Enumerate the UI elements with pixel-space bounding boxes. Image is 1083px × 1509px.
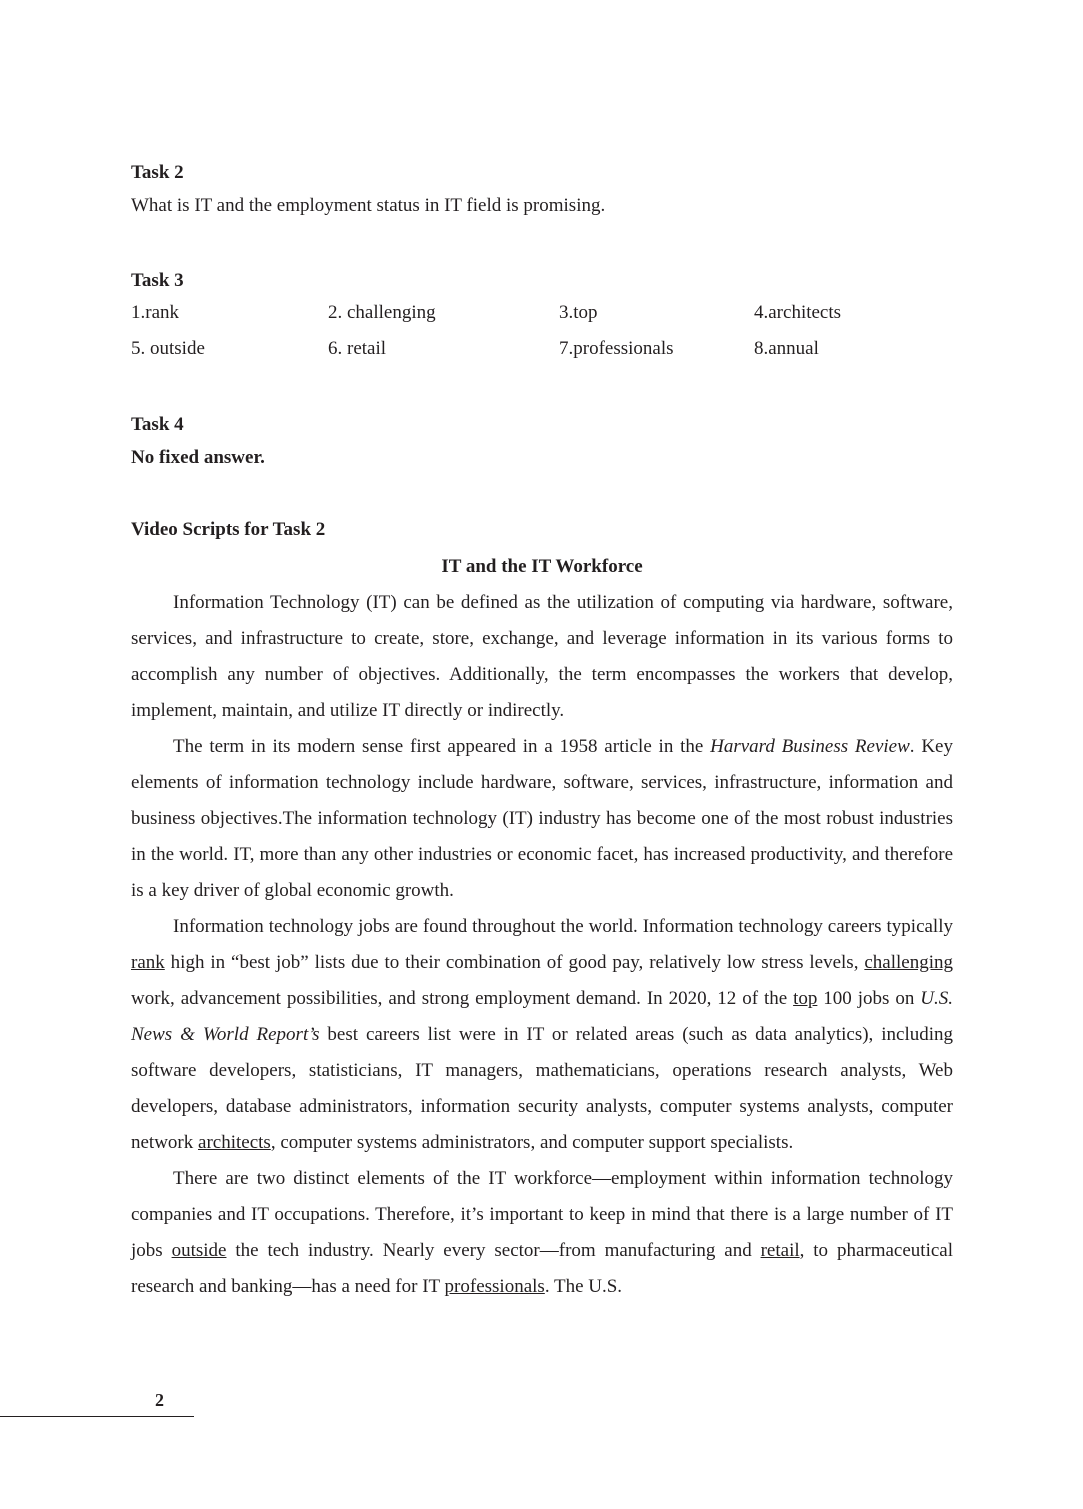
task3-answer-6: 6. retail xyxy=(328,338,387,359)
task3-answer-7: 7.professionals xyxy=(559,338,674,359)
task2-answer: What is IT and the employment status in IT field is promising. xyxy=(131,195,606,216)
paragraph-3-text: Information technology jobs are found throughout the world. Information technology careers typically xyxy=(173,916,953,937)
task2-heading: Task 2 xyxy=(131,162,184,183)
paragraph-3 xyxy=(131,909,953,1161)
video-scripts-heading: Video Scripts for Task 2 xyxy=(131,519,326,540)
paragraph-4-text: . The U.S. xyxy=(544,1276,623,1297)
underlined-term-professionals: professionals xyxy=(444,1276,545,1297)
paragraph-1: Information Technology (IT) can be defined as the utilization of computing via hardware, software, services, and infrastructure to create, store, exchange, and leverage information in its various forms to accomplish any number of objectives. Additionally, the term encompasses the workers that develop, implement, maintain, and utilize IT directly or indirectly. xyxy=(131,592,953,721)
underlined-term-outside: outside xyxy=(171,1240,227,1261)
page-number: 2 xyxy=(155,1390,164,1410)
underlined-term-rank: rank xyxy=(131,952,165,973)
paragraph-4-text: the tech industry. Nearly every sector—from manufacturing and xyxy=(226,1240,761,1261)
paragraph-4-text: , to pharmaceutical research and banking—has a need for IT xyxy=(131,1240,953,1297)
paragraph-3-text: , computer systems administrators, and computer support specialists. xyxy=(270,1132,794,1153)
underlined-term-challenging: challenging xyxy=(864,952,953,973)
task3-heading: Task 3 xyxy=(131,270,184,291)
task3-row xyxy=(131,300,953,336)
task3-row xyxy=(131,336,953,372)
underlined-term-architects: architects xyxy=(198,1132,271,1153)
task4-heading: Task 4 xyxy=(131,414,184,435)
task3-answer-4: 4.architects xyxy=(754,302,842,323)
task3-answer-8: 8.annual xyxy=(754,338,819,359)
task4-answer: No fixed answer. xyxy=(131,447,265,468)
publication-title: U.S. News & World Report’s xyxy=(131,988,953,1045)
underlined-term-top: top xyxy=(793,988,818,1009)
paragraph-3-text: work, advancement possibilities, and strong employment demand. In 2020, 12 of the xyxy=(131,988,794,1009)
task3-answer-1: 1.rank xyxy=(131,302,180,323)
publication-title: Harvard Business Review xyxy=(710,736,910,757)
paragraph-4-text: There are two distinct elements of the IT workforce—employment within information technology companies and IT occupations. Therefore, it’s important to keep in mind that there is a large number of IT jobs xyxy=(131,1168,953,1261)
article-body xyxy=(131,585,953,1305)
paragraph-3-text: 100 jobs on xyxy=(817,988,921,1009)
paragraph-2-text: The term in its modern sense first appeared in a 1958 article in the xyxy=(173,736,711,757)
paragraph-2-text: . Key elements of information technology include hardware, software, services, infrastructure, information and business objectives.The information technology (IT) industry has become one of the most robust industries in the world. IT, more than any other industries or economic facet, has increased productivity, and therefore is a key driver of global economic growth. xyxy=(131,736,953,901)
task3-answer-2: 2. challenging xyxy=(328,302,436,323)
task3-answer-3: 3.top xyxy=(559,302,598,323)
task3-answer-5: 5. outside xyxy=(131,338,205,359)
paragraph-3-text: high in “best job” lists due to their combination of good pay, relatively low stress levels, xyxy=(164,952,865,973)
paragraph-2 xyxy=(131,729,953,909)
footer-divider xyxy=(0,1416,194,1417)
task3-answer-grid xyxy=(131,300,953,372)
paragraph-3-text: best careers list were in IT or related areas (such as data analytics), including software developers, statisticians, IT managers, mathematicians, operations research analysts, Web developers, database administrators, information security analysts, computer systems analysts, computer network xyxy=(131,1024,953,1153)
article-title: IT and the IT Workforce xyxy=(441,556,643,577)
paragraph-4 xyxy=(131,1161,953,1305)
underlined-term-retail: retail xyxy=(760,1240,800,1261)
